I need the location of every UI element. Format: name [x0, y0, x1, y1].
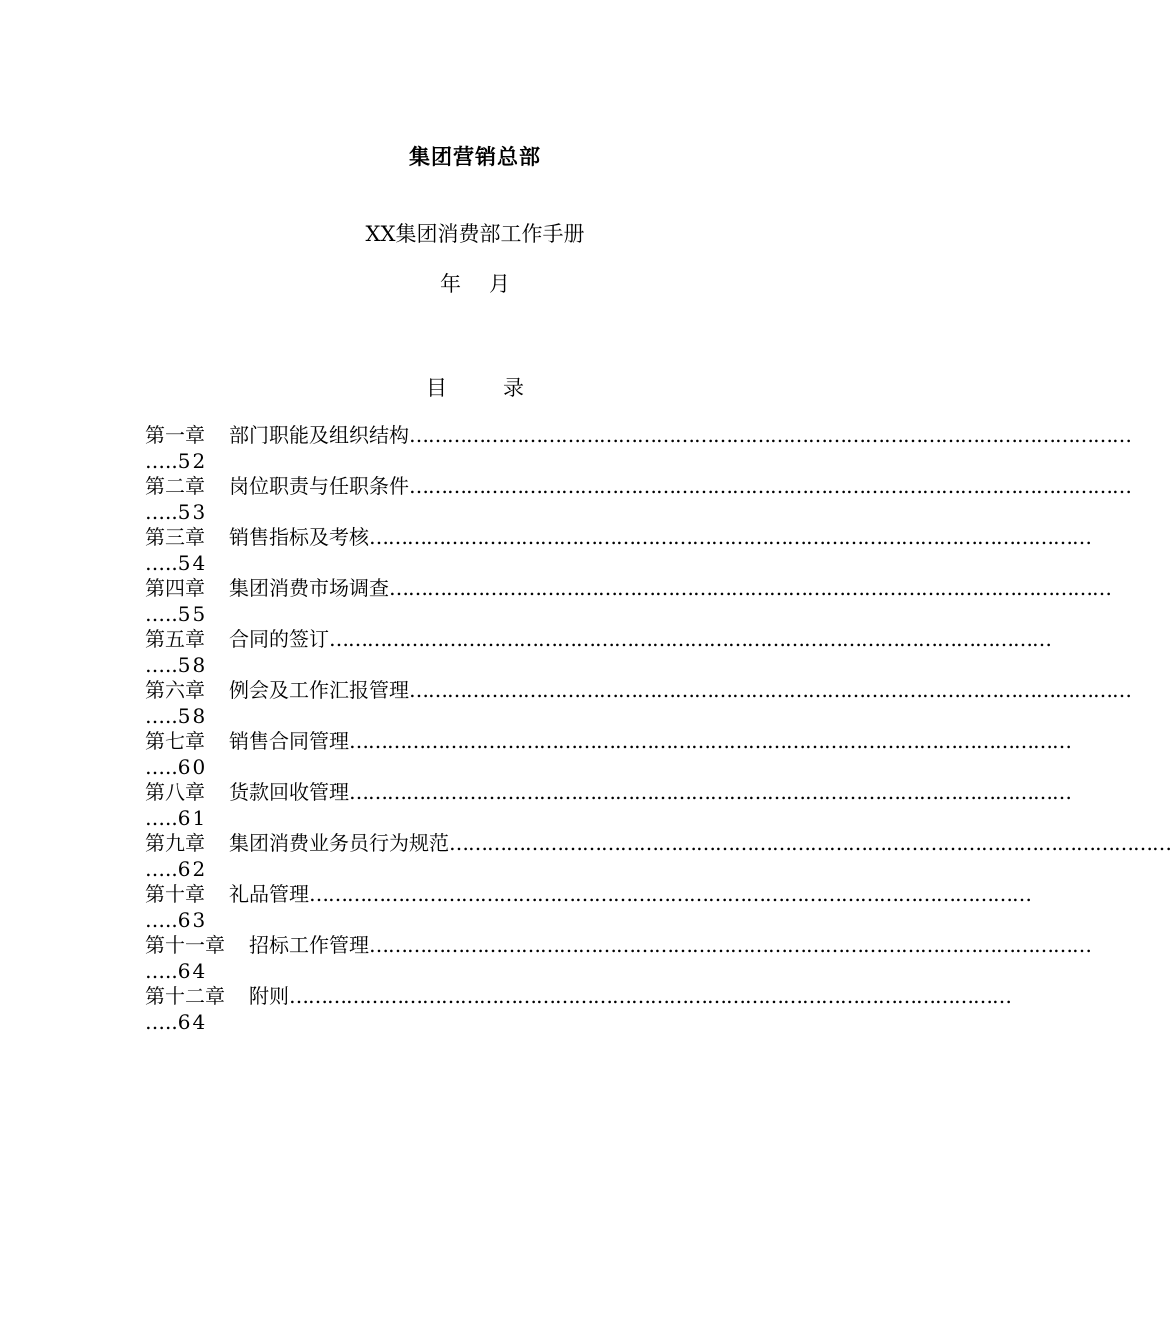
toc-entry[interactable]	[145, 474, 1131, 525]
toc-dot-leader: ……………………………………………………………………………………………………	[409, 678, 1131, 702]
toc-page-number: 64	[177, 1009, 208, 1034]
toc-entry-line	[145, 933, 1091, 959]
toc-dot-continuation: …..	[145, 448, 178, 473]
toc-page-line	[145, 806, 747, 832]
toc-entry-line	[145, 729, 1071, 755]
toc-entry-line	[145, 525, 1091, 551]
toc-entry[interactable]	[145, 882, 1031, 933]
toc-heading-left: 目	[426, 376, 447, 400]
toc-dot-leader: ……………………………………………………………………………………………………	[369, 933, 1091, 957]
toc-chapter-title: 销售指标及考核	[229, 525, 369, 549]
toc-chapter-label: 第四章	[145, 576, 205, 600]
toc-entry-line	[145, 831, 1171, 857]
toc-chapter-label: 第十章	[145, 882, 205, 906]
toc-dot-leader: ……………………………………………………………………………………………………	[449, 831, 1171, 855]
toc-dot-continuation: …..	[145, 907, 178, 932]
toc-chapter-title: 集团消费市场调查	[229, 576, 389, 600]
toc-chapter-label: 第五章	[145, 627, 205, 651]
toc-page-line	[145, 755, 747, 781]
toc-page-number: 64	[177, 958, 208, 983]
toc-entry-line	[145, 627, 1051, 653]
toc-page-number: 63	[177, 907, 208, 932]
toc-dot-continuation: …..	[145, 601, 178, 626]
toc-dot-leader: ……………………………………………………………………………………………………	[349, 780, 1071, 804]
toc-page-line	[145, 857, 747, 883]
toc-entry-line	[145, 780, 1071, 806]
toc-page-line	[145, 653, 747, 679]
toc-page-number: 58	[177, 703, 208, 728]
toc-entry-line	[145, 984, 1011, 1010]
toc-dot-leader: ……………………………………………………………………………………………………	[309, 882, 1031, 906]
toc-dot-continuation: …..	[145, 550, 178, 575]
toc-entry-line	[145, 882, 1031, 908]
toc-page-number: 53	[177, 499, 208, 524]
toc-chapter-label: 第十一章	[145, 933, 225, 957]
toc-chapter-title: 附则	[249, 984, 289, 1008]
toc-chapter-title: 集团消费业务员行为规范	[229, 831, 449, 855]
toc-dot-continuation: …..	[145, 805, 178, 830]
toc-page-line	[145, 959, 747, 985]
toc-chapter-title: 礼品管理	[229, 882, 309, 906]
toc-page-number: 52	[177, 448, 208, 473]
toc-chapter-label: 第二章	[145, 474, 205, 498]
toc-chapter-title: 例会及工作汇报管理	[229, 678, 409, 702]
toc-entry[interactable]	[145, 780, 1071, 831]
toc-page-line	[145, 602, 747, 628]
toc-entry-line	[145, 474, 1131, 500]
table-of-contents	[145, 423, 1171, 1035]
toc-entry[interactable]	[145, 627, 1051, 678]
toc-dot-leader: ……………………………………………………………………………………………………	[409, 423, 1131, 447]
date-year-label: 年	[440, 272, 461, 296]
toc-chapter-label: 第六章	[145, 678, 205, 702]
toc-page-line	[145, 551, 747, 577]
toc-entry[interactable]	[145, 984, 1011, 1035]
toc-dot-continuation: …..	[145, 958, 178, 983]
toc-dot-continuation: …..	[145, 754, 178, 779]
toc-chapter-title: 合同的签订	[229, 627, 329, 651]
toc-dot-leader: ……………………………………………………………………………………………………	[409, 474, 1131, 498]
toc-page-line	[145, 449, 747, 475]
toc-dot-leader: ……………………………………………………………………………………………………	[349, 729, 1071, 753]
date-month-label: 月	[489, 272, 510, 296]
toc-dot-continuation: …..	[145, 1009, 178, 1034]
toc-chapter-label: 第八章	[145, 780, 205, 804]
toc-chapter-label: 第一章	[145, 423, 205, 447]
toc-chapter-title: 招标工作管理	[249, 933, 369, 957]
toc-entry[interactable]	[145, 933, 1091, 984]
toc-entry[interactable]	[145, 576, 1111, 627]
toc-heading-right: 录	[503, 376, 524, 400]
toc-entry-line	[145, 576, 1111, 602]
toc-entry[interactable]	[145, 423, 1131, 474]
toc-entry[interactable]	[145, 729, 1071, 780]
toc-entry-line	[145, 423, 1131, 449]
toc-page-line	[145, 704, 747, 730]
toc-dot-continuation: …..	[145, 703, 178, 728]
toc-dot-continuation: …..	[145, 856, 178, 881]
toc-page-line	[145, 500, 747, 526]
date-line	[0, 268, 950, 298]
toc-chapter-title: 货款回收管理	[229, 780, 349, 804]
toc-heading	[0, 372, 950, 402]
toc-chapter-label: 第七章	[145, 729, 205, 753]
toc-chapter-label: 第九章	[145, 831, 205, 855]
toc-dot-leader: ……………………………………………………………………………………………………	[389, 576, 1111, 600]
toc-chapter-title: 部门职能及组织结构	[229, 423, 409, 447]
toc-page-number: 55	[177, 601, 208, 626]
toc-chapter-title: 岗位职责与任职条件	[229, 474, 409, 498]
toc-page-line	[145, 1010, 747, 1036]
toc-dot-leader: ……………………………………………………………………………………………………	[369, 525, 1091, 549]
toc-entry[interactable]	[145, 678, 1131, 729]
toc-chapter-label: 第三章	[145, 525, 205, 549]
toc-entry[interactable]	[145, 831, 1171, 882]
toc-page-number: 58	[177, 652, 208, 677]
document-title: XX集团消费部工作手册	[365, 222, 585, 246]
toc-page-number: 54	[177, 550, 208, 575]
toc-page-number: 60	[177, 754, 208, 779]
toc-dot-continuation: …..	[145, 652, 178, 677]
toc-entry[interactable]	[145, 525, 1091, 576]
toc-dot-leader: ……………………………………………………………………………………………………	[329, 627, 1051, 651]
organization-title: 集团营销总部	[409, 145, 541, 169]
toc-page-number: 62	[177, 856, 208, 881]
toc-chapter-label: 第十二章	[145, 984, 225, 1008]
toc-chapter-title: 销售合同管理	[229, 729, 349, 753]
toc-entry-line	[145, 678, 1131, 704]
toc-page-number: 61	[177, 805, 208, 830]
toc-dot-continuation: …..	[145, 499, 178, 524]
toc-dot-leader: ……………………………………………………………………………………………………	[289, 984, 1011, 1008]
toc-page-line	[145, 908, 747, 934]
